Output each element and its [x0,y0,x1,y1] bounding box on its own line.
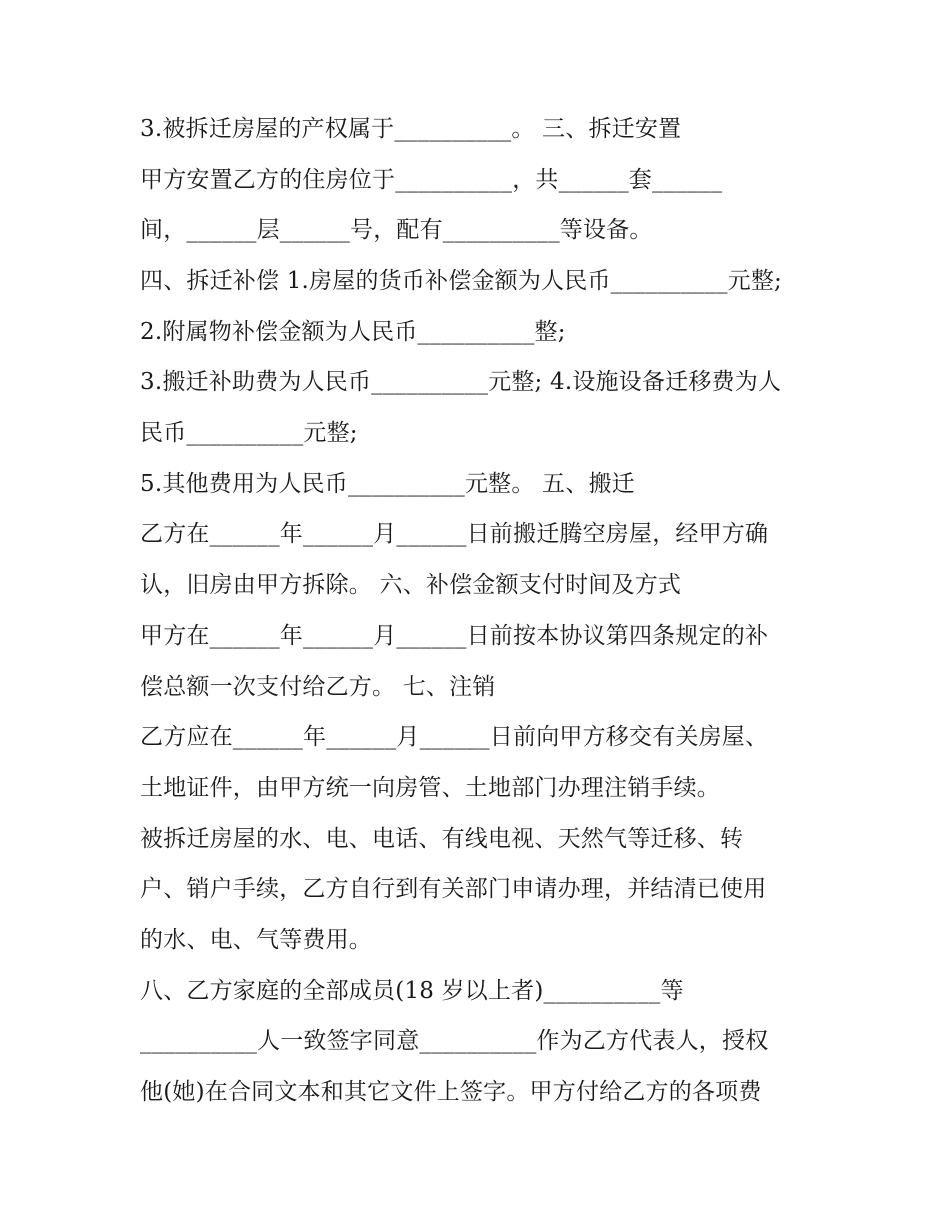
text-line: 间，______层______号，配有__________等设备。 [140,217,653,243]
text-line: 四、拆迁补偿 1.房屋的货币补偿金额为人民币__________元整; [140,268,783,294]
text-line: __________人一致签字同意__________作为乙方代表人，授权 [140,1028,769,1054]
text-line: 乙方在______年______月______日前搬迁腾空房屋，经甲方确 [140,521,769,547]
text-line: 土地证件，由甲方统一向房管、土地部门办理注销手续。 [140,775,720,801]
text-line: 民币__________元整; [140,420,358,446]
text-line: 八、乙方家庭的全部成员(18 岁以上者)__________等 [140,978,684,1004]
text-line: 偿总额一次支付给乙方。 七、注销 [140,674,496,700]
text-line: 户、销户手续，乙方自行到有关部门申请办理，并结清已使用 [140,876,767,902]
text-line: 5.其他费用为人民币__________元整。 五、搬迁 [140,471,635,497]
text-line: 认，旧房由甲方拆除。 六、补偿金额支付时间及方式 [140,572,682,598]
text-line: 3.搬迁补助费为人民币__________元整; 4.设施设备迁移费为人 [140,369,782,395]
text-line: 的水、电、气等费用。 [140,927,372,953]
text-line: 甲方在______年______月______日前按本协议第四条规定的补 [140,623,769,649]
text-line: 2.附属物补偿金额为人民币__________整; [140,319,566,345]
text-line: 被拆迁房屋的水、电、电话、有线电视、天然气等迁移、转 [140,826,744,852]
text-line: 甲方安置乙方的住房位于__________，共______套______ [140,167,723,193]
text-line: 3.被拆迁房屋的产权属于__________。 三、拆迁安置 [140,116,682,142]
text-line: 乙方应在______年______月______日前向甲方移交有关房屋、 [140,724,769,750]
text-line: 他(她)在合同文本和其它文件上签字。甲方付给乙方的各项费 [140,1079,762,1105]
